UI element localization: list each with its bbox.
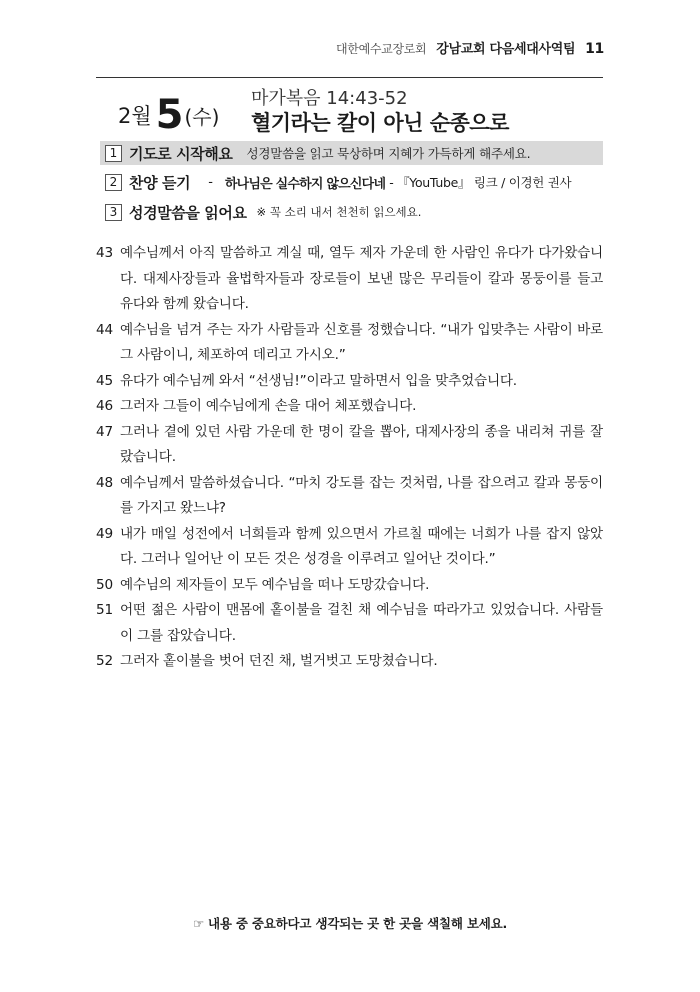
passage-reference: 마가복음 14:43-52 [251, 88, 408, 109]
verse-item [96, 318, 603, 369]
step-dash: - [208, 174, 213, 190]
footer-text: 내용 중 중요하다고 생각되는 곳 한 곳을 색칠해 보세요. [208, 916, 508, 931]
verse-text: 어떤 젊은 사람이 맨몸에 홑이불을 걸친 채 예수님을 따라가고 있었습니다. 사람들이 그를 잡았습니다. [120, 602, 603, 644]
step-number-box: 2 [105, 174, 122, 191]
date-day: 5 [155, 92, 184, 138]
step-description: 성경말씀을 읽고 묵상하며 지혜가 가득하게 해주세요. [246, 146, 531, 161]
verse-number: 50 [96, 576, 113, 593]
song-link-info[interactable]: - 『YouTube』 링크 / 이경헌 권사 [389, 175, 572, 190]
page-title: 혈기라는 칼이 아닌 순종으로 [251, 111, 509, 135]
verse-item [96, 598, 603, 649]
verse-item [96, 573, 603, 599]
verse-number: 43 [96, 245, 113, 261]
verse-text: 내가 매일 성전에서 너희들과 함께 있으면서 가르칠 때에는 너희가 나를 잡지 않았다. 그러나 일어난 이 모든 것은 성경을 이루려고 일어난 것이다.” [120, 525, 603, 567]
verse-item [96, 649, 603, 675]
verse-item [96, 420, 603, 471]
step-pray [100, 141, 603, 165]
verse-text: 예수님의 제자들이 모두 예수님을 떠나 도망갔습니다. [120, 576, 430, 593]
church-department: 강남교회 다음세대사역팀 [436, 42, 576, 57]
step-label: 기도로 시작해요 [129, 144, 233, 163]
verse-number: 45 [96, 372, 113, 389]
verse-item [96, 394, 603, 420]
verse-number: 44 [96, 321, 113, 338]
verse-text: 예수님께서 아직 말씀하고 계실 때, 열두 제자 가운데 한 사람인 유다가 다가왔습니다. 대제사장들과 율법학자들과 장로들이 보낸 많은 무리들이 칼과 몽둥이를 들고 유다와 함께 왔습니다. [120, 245, 603, 312]
step-listen-praise [100, 170, 571, 194]
verse-number: 49 [96, 525, 113, 542]
pointing-hand-icon: ☞ [192, 916, 204, 931]
verse-number: 51 [96, 602, 113, 618]
header-divider [96, 77, 603, 78]
running-header [336, 38, 604, 57]
footer-instruction [0, 914, 700, 932]
date-weekday: (수) [184, 105, 220, 129]
verse-text: 예수님을 넘겨 주는 자가 사람들과 신호를 정했습니다. “내가 입맞추는 사람이 바로 그 사람이니, 체포하여 데리고 가시오.” [120, 321, 603, 363]
verse-number: 52 [96, 653, 113, 669]
date-block [118, 86, 219, 136]
verse-item [96, 241, 603, 318]
step-label: 성경말씀을 읽어요 [129, 203, 247, 222]
verse-item [96, 471, 603, 522]
verse-number: 48 [96, 474, 113, 491]
verse-text: 그러자 그들이 예수님에게 손을 대어 체포했습니다. [120, 398, 417, 414]
verse-item [96, 522, 603, 573]
step-number-box: 1 [105, 145, 122, 162]
organization-name: 대한예수교장로회 [336, 42, 427, 56]
step-read-scripture [100, 200, 421, 224]
verse-item [96, 369, 603, 395]
verse-text: 유다가 예수님께 와서 “선생님!”이라고 말하면서 입을 맞추었습니다. [120, 372, 517, 389]
reading-note: ※ 꼭 소리 내서 천천히 읽으세요. [256, 205, 422, 219]
verse-text: 그러나 곁에 있던 사람 가운데 한 명이 칼을 뽑아, 대제사장의 종을 내리쳐 귀를 잘랐습니다. [120, 423, 603, 465]
page-number: 11 [585, 41, 604, 57]
song-title: 하나님은 실수하지 않으신다네 [224, 176, 386, 192]
verse-number: 47 [96, 423, 113, 440]
verse-text: 그러자 홑이불을 벗어 던진 채, 벌거벗고 도망쳤습니다. [120, 653, 438, 669]
step-number-box: 3 [105, 204, 122, 221]
step-label: 찬양 듣기 [129, 173, 191, 192]
date-month: 2월 [118, 104, 152, 128]
scripture-passage [96, 241, 603, 675]
verse-number: 46 [96, 398, 113, 414]
verse-text: 예수님께서 말씀하셨습니다. “마치 강도를 잡는 것처럼, 나를 잡으려고 칼과 몽둥이를 가지고 왔느냐? [120, 474, 603, 516]
